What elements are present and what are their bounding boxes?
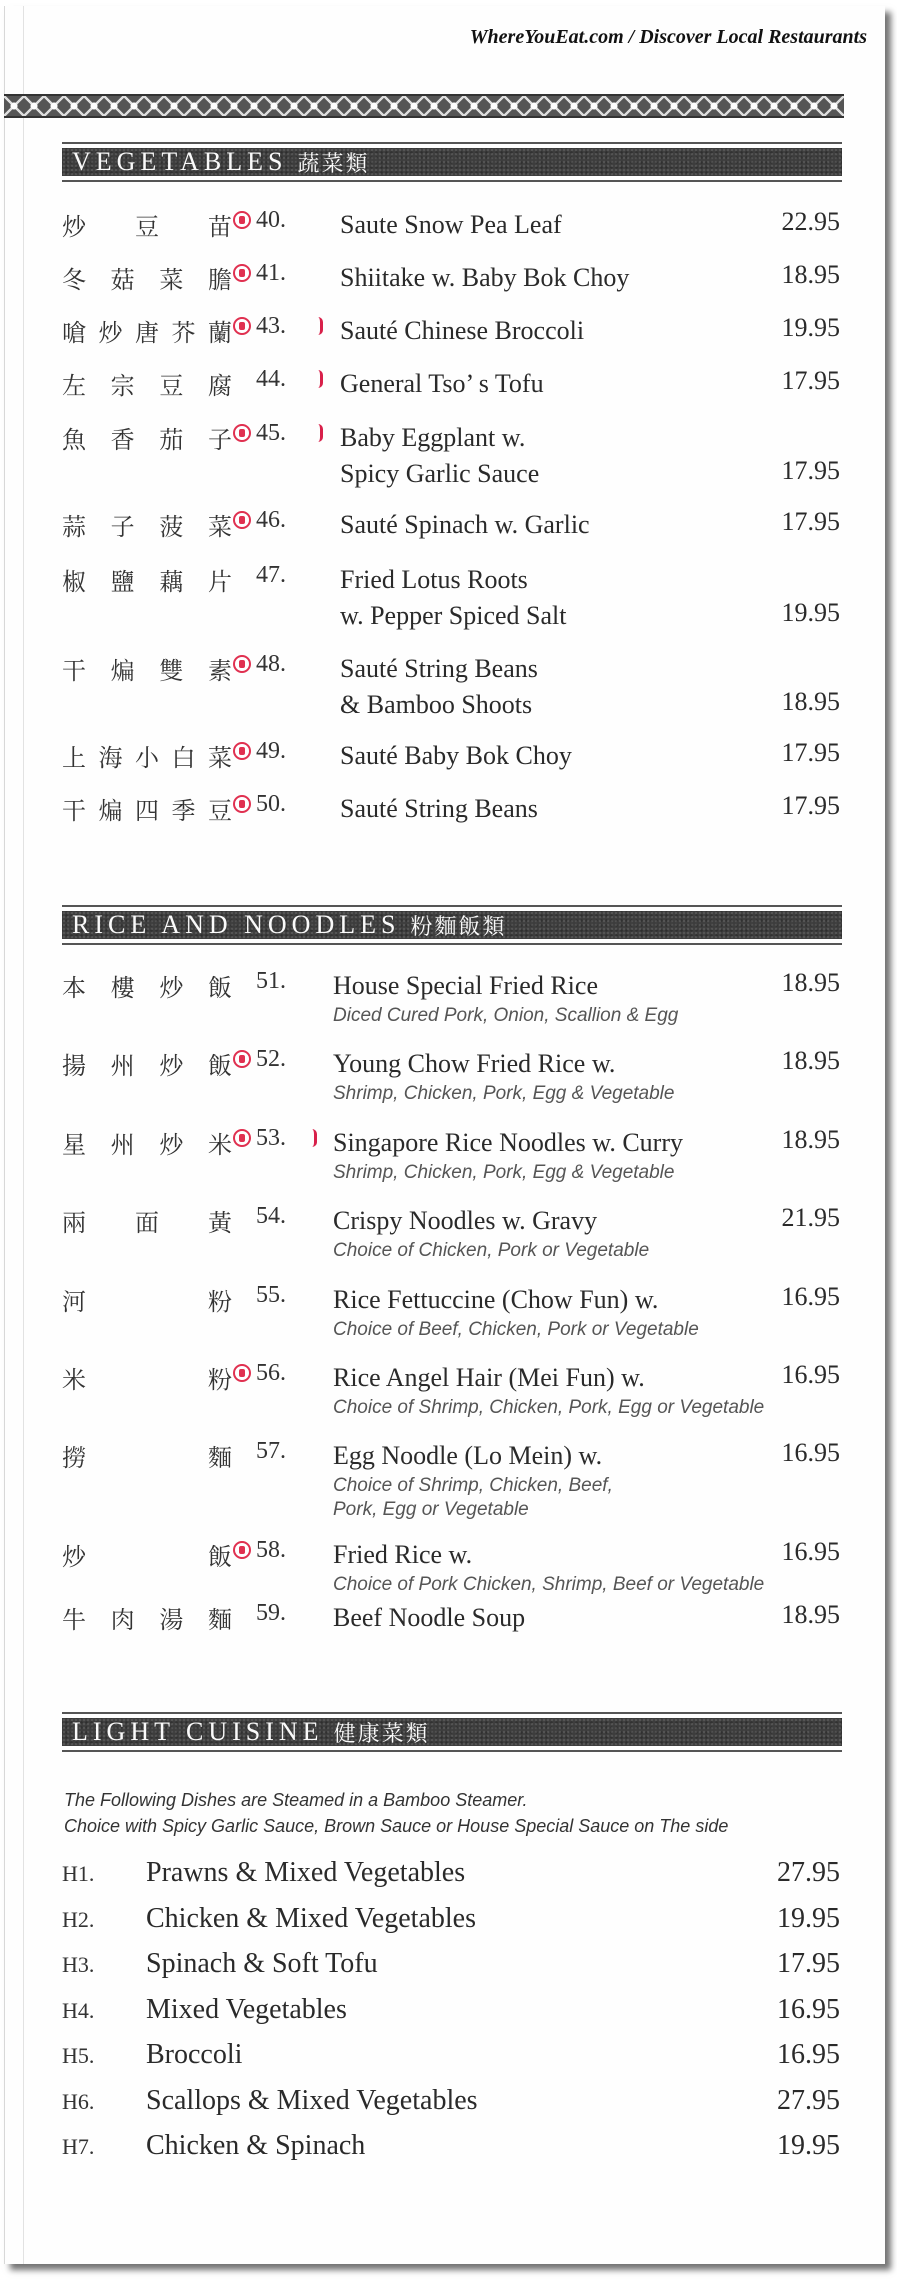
- header-bar: [62, 911, 842, 939]
- cn-char: 牛: [62, 1606, 86, 1634]
- cn-char: 炒: [62, 1543, 86, 1571]
- item-number: 49.: [256, 738, 286, 764]
- spicy-pepper-icon: [318, 370, 323, 388]
- item-number: 57.: [256, 1438, 286, 1464]
- cn-char: 炒: [159, 1052, 184, 1080]
- item-price: 18.95: [781, 687, 840, 716]
- dish-name-line-1: Sauté Chinese Broccoli: [340, 316, 585, 345]
- dish-description: Shrimp, Chicken, Pork, Egg & Vegetable: [333, 1162, 675, 1183]
- cn-char: 炒: [159, 1131, 184, 1159]
- item-price: 19.95: [777, 2130, 840, 2161]
- cn-char: 片: [207, 568, 232, 596]
- item-price: 18.95: [781, 1046, 840, 1075]
- section-title-cn: 蔬菜類: [297, 151, 370, 177]
- item-price: 22.95: [781, 207, 840, 236]
- dish-name: [333, 1360, 764, 1420]
- dish-name-line-1: Sauté String Beans: [340, 654, 538, 683]
- cn-char: 麵: [207, 1606, 232, 1634]
- dish-name: Prawns & Mixed Vegetables: [146, 1857, 466, 1888]
- cn-char: 豆: [135, 213, 159, 241]
- cn-char: 菜: [207, 513, 232, 541]
- dish-name-line-1: Sauté Spinach w. Garlic: [340, 510, 590, 539]
- note-line-2: Choice with Spicy Garlic Sauce, Brown Sauce or House Special Sauce on The side: [64, 1816, 729, 1836]
- dish-description: Choice of Shrimp, Chicken, Beef,: [333, 1475, 613, 1496]
- dish-name-chinese: [62, 1360, 232, 1395]
- item-price: 19.95: [781, 598, 840, 627]
- item-price: 18.95: [781, 968, 840, 997]
- item-code: H7.: [62, 2134, 95, 2159]
- item-code: H4.: [62, 1998, 95, 2023]
- cn-char: 煸: [98, 797, 123, 825]
- dish-name: [340, 651, 538, 723]
- cn-char: 蒜: [62, 513, 86, 541]
- cn-char: 黃: [208, 1209, 232, 1237]
- cn-char: 唐: [135, 319, 159, 347]
- header-rule-bottom: [62, 180, 842, 182]
- item-price: 19.95: [781, 313, 840, 342]
- site-watermark: WhereYouEat.com / Discover Local Restaurants: [469, 26, 867, 48]
- dish-name-line-1: Rice Fettuccine (Chow Fun) w.: [333, 1285, 659, 1314]
- house-specialty-icon: [233, 317, 251, 335]
- section-title-cn: 粉麵飯類: [410, 914, 507, 940]
- header-rule-top: [62, 142, 842, 144]
- cn-char: 魚: [62, 426, 86, 454]
- cn-char: 煸: [110, 657, 135, 685]
- item-price: 17.95: [781, 738, 840, 767]
- house-specialty-icon: [233, 264, 251, 282]
- header-rule-top: [62, 905, 842, 907]
- spicy-pepper-icon: [312, 1129, 317, 1147]
- item-price: 16.95: [781, 1282, 840, 1311]
- cn-char: 芥: [171, 319, 196, 347]
- header-bar: [62, 1718, 842, 1746]
- section-title-cn: 健康菜類: [333, 1721, 430, 1747]
- section-title: VEGETABLES: [72, 147, 288, 176]
- item-price: 18.95: [781, 260, 840, 289]
- dish-name-line-2: Spicy Garlic Sauce: [340, 459, 540, 488]
- item-price: 16.95: [781, 1360, 840, 1389]
- cn-char: 菜: [159, 266, 184, 294]
- dish-name: [333, 1438, 613, 1522]
- item-number: 55.: [256, 1282, 286, 1308]
- cn-char: 麵: [208, 1444, 232, 1472]
- dish-name-chinese: [62, 651, 232, 686]
- cn-char: 子: [110, 513, 135, 541]
- item-number: 52.: [256, 1046, 286, 1072]
- dish-name: [340, 420, 539, 492]
- cn-char: 苗: [208, 213, 232, 241]
- dish-name-chinese: [62, 738, 232, 773]
- dish-name-chinese: [62, 507, 232, 542]
- dish-name: [340, 507, 590, 543]
- dish-name-chinese: [62, 1125, 232, 1160]
- dish-name-line-1: Beef Noodle Soup: [333, 1603, 526, 1632]
- cn-char: 州: [110, 1052, 135, 1080]
- dish-name: Spinach & Soft Tofu: [146, 1948, 378, 1979]
- dish-name-line-2: w. Pepper Spiced Salt: [340, 601, 567, 630]
- dish-name-chinese: [62, 420, 232, 455]
- dish-name-chinese: [62, 1600, 232, 1635]
- cn-char: 宗: [110, 372, 135, 400]
- dish-name: [333, 1203, 649, 1263]
- cn-char: 星: [62, 1131, 86, 1159]
- dish-name-chinese: [62, 1046, 232, 1081]
- cn-char: 飯: [207, 974, 232, 1002]
- dish-name-line-1: Sauté Baby Bok Choy: [340, 741, 572, 770]
- cn-char: 飯: [207, 1052, 232, 1080]
- note-line-1: The Following Dishes are Steamed in a Bamboo Steamer.: [64, 1790, 528, 1810]
- cn-char: 四: [135, 797, 159, 825]
- cn-char: 米: [207, 1131, 232, 1159]
- item-number: 58.: [256, 1537, 286, 1563]
- house-specialty-icon: [233, 655, 251, 673]
- dish-name-line-1: House Special Fried Rice: [333, 971, 598, 1000]
- dish-name: [340, 313, 584, 349]
- item-price: 16.95: [777, 2039, 840, 2070]
- cn-char: 鹽: [110, 568, 135, 596]
- item-code: H1.: [62, 1861, 95, 1886]
- item-price: 17.95: [781, 456, 840, 485]
- item-number: 47.: [256, 562, 286, 588]
- cn-char: 菠: [159, 513, 184, 541]
- dish-name-line-1: Saute Snow Pea Leaf: [340, 210, 562, 239]
- item-number: 44.: [256, 366, 286, 392]
- cn-char: 藕: [159, 568, 184, 596]
- item-price: 19.95: [777, 1903, 840, 1934]
- cn-char: 炒: [62, 213, 86, 241]
- item-code: H2.: [62, 1907, 95, 1932]
- dish-name-chinese: [62, 207, 232, 242]
- cn-char: 干: [62, 797, 86, 825]
- dish-name-line-1: Baby Eggplant w.: [340, 423, 526, 452]
- cn-char: 炒: [159, 974, 184, 1002]
- cn-char: 湯: [159, 1606, 184, 1634]
- dish-name: [340, 260, 629, 296]
- cn-char: 菇: [110, 266, 135, 294]
- item-price: 27.95: [777, 1857, 840, 1888]
- item-code: H5.: [62, 2043, 95, 2068]
- cn-char: 上: [62, 744, 86, 772]
- dish-name-chinese: [62, 1438, 232, 1473]
- dish-name: [340, 207, 562, 243]
- dish-name-chinese: [62, 260, 232, 295]
- cn-char: 粉: [208, 1288, 232, 1316]
- dish-name: [340, 562, 567, 634]
- house-specialty-icon: [233, 795, 251, 813]
- cn-char: 雙: [159, 657, 184, 685]
- dish-name: Mixed Vegetables: [146, 1994, 347, 2025]
- cn-char: 州: [110, 1131, 135, 1159]
- dish-name: Scallops & Mixed Vegetables: [146, 2085, 478, 2116]
- house-specialty-icon: [233, 424, 251, 442]
- dish-name-line-2: & Bamboo Shoots: [340, 690, 533, 719]
- cn-char: 白: [171, 744, 196, 772]
- item-price: 17.95: [781, 507, 840, 536]
- dish-name-line-1: Fried Rice w.: [333, 1540, 473, 1569]
- dish-name: [333, 1600, 525, 1636]
- section-header-rice-noodles: [62, 905, 842, 945]
- cn-char: 兩: [62, 1209, 86, 1237]
- dish-name: [340, 738, 572, 774]
- cn-char: 本: [62, 974, 86, 1002]
- section-title: LIGHT CUISINE: [72, 1717, 324, 1746]
- dish-name-line-1: Young Chow Fried Rice w.: [333, 1049, 616, 1078]
- item-number: 43.: [256, 313, 286, 339]
- cn-char: 面: [135, 1209, 159, 1237]
- section-header-light-cuisine: [62, 1712, 842, 1752]
- cn-char: 菜: [208, 744, 232, 772]
- dish-description: Choice of Pork Chicken, Shrimp, Beef or Vegetable: [333, 1574, 765, 1595]
- item-price: 18.95: [781, 1125, 840, 1154]
- item-number: 54.: [256, 1203, 286, 1229]
- dish-description: Shrimp, Chicken, Pork, Egg & Vegetable: [333, 1083, 675, 1104]
- cn-char: 嗆: [62, 319, 86, 347]
- dish-name: Chicken & Spinach: [146, 2130, 366, 2161]
- item-code: H3.: [62, 1952, 95, 1977]
- item-number: 51.: [256, 968, 286, 994]
- item-price: 21.95: [781, 1203, 840, 1232]
- dish-name-chinese: [62, 313, 232, 348]
- house-specialty-icon: [233, 1050, 251, 1068]
- item-number: 59.: [256, 1600, 286, 1626]
- dish-name-chinese: [62, 366, 232, 401]
- dish-description: Choice of Shrimp, Chicken, Pork, Egg or Vegetable: [333, 1397, 765, 1418]
- cn-char: 炒: [98, 319, 123, 347]
- cn-char: 飯: [208, 1543, 232, 1571]
- spicy-pepper-icon: [318, 424, 323, 442]
- cn-char: 豆: [208, 797, 232, 825]
- cn-char: 素: [207, 657, 232, 685]
- cn-char: 茄: [159, 426, 184, 454]
- dish-name: [333, 968, 678, 1028]
- item-price: 16.95: [777, 1994, 840, 2025]
- item-number: 46.: [256, 507, 286, 533]
- cn-char: 小: [135, 744, 159, 772]
- item-price: 16.95: [781, 1537, 840, 1566]
- cn-char: 撈: [62, 1444, 86, 1472]
- cn-char: 樓: [110, 974, 135, 1002]
- cn-char: 季: [171, 797, 196, 825]
- spicy-pepper-icon: [318, 317, 323, 335]
- dish-name-line-1: Rice Angel Hair (Mei Fun) w.: [333, 1363, 645, 1392]
- dish-description: Choice of Chicken, Pork or Vegetable: [333, 1240, 650, 1261]
- dish-name: [340, 366, 544, 402]
- item-price: 17.95: [777, 1948, 840, 1979]
- light-cuisine-note: [64, 1787, 728, 1839]
- section-header-vegetables: [62, 142, 842, 182]
- item-number: 41.: [256, 260, 286, 286]
- dish-name-chinese: [62, 1203, 232, 1238]
- dish-name: [333, 1282, 699, 1342]
- page-margin-line: [23, 6, 24, 2264]
- item-price: 17.95: [781, 366, 840, 395]
- cn-char: 河: [62, 1288, 86, 1316]
- house-specialty-icon: [233, 1129, 251, 1147]
- item-number: 50.: [256, 791, 286, 817]
- header-bar: [62, 148, 842, 176]
- cn-char: 左: [62, 372, 86, 400]
- cn-char: 揚: [62, 1052, 86, 1080]
- item-price: 17.95: [781, 791, 840, 820]
- item-number: 53.: [256, 1125, 286, 1151]
- dish-name: [333, 1537, 764, 1597]
- dish-name-chinese: [62, 562, 232, 597]
- dish-name-line-1: General Tso’ s Tofu: [340, 369, 544, 398]
- dish-name-line-1: Singapore Rice Noodles w. Curry: [333, 1128, 683, 1157]
- dish-name-line-1: Egg Noodle (Lo Mein) w.: [333, 1441, 603, 1470]
- cn-char: 肉: [110, 1606, 135, 1634]
- cn-char: 干: [62, 657, 86, 685]
- item-number: 48.: [256, 651, 286, 677]
- dish-name-chinese: [62, 968, 232, 1003]
- item-number: 56.: [256, 1360, 286, 1386]
- dish-description: Choice of Beef, Chicken, Pork or Vegetable: [333, 1319, 699, 1340]
- item-number: 40.: [256, 207, 286, 233]
- dish-name-line-1: Crispy Noodles w. Gravy: [333, 1206, 598, 1235]
- house-specialty-icon: [233, 211, 251, 229]
- cn-char: 海: [98, 744, 123, 772]
- cn-char: 香: [110, 426, 135, 454]
- cn-char: 冬: [62, 266, 86, 294]
- dish-name-line-1: Shiitake w. Baby Bok Choy: [340, 263, 630, 292]
- header-rule-bottom: [62, 943, 842, 945]
- item-price: 27.95: [777, 2085, 840, 2116]
- cn-char: 粉: [208, 1366, 232, 1394]
- decorative-border-band: [4, 94, 844, 118]
- item-number: 45.: [256, 420, 286, 446]
- dish-description: Diced Cured Pork, Onion, Scallion & Egg: [333, 1005, 679, 1026]
- dish-description-line-2: Pork, Egg or Vegetable: [333, 1499, 529, 1520]
- dish-name: Broccoli: [146, 2039, 243, 2070]
- item-price: 16.95: [781, 1438, 840, 1467]
- dish-name: [333, 1125, 683, 1185]
- dish-name: [340, 791, 538, 827]
- cn-char: 膽: [207, 266, 232, 294]
- item-price: 18.95: [781, 1600, 840, 1629]
- dish-name: Chicken & Mixed Vegetables: [146, 1903, 476, 1934]
- dish-name: [333, 1046, 674, 1106]
- dish-name-line-1: Sauté String Beans: [340, 794, 538, 823]
- section-title: RICE AND NOODLES: [72, 910, 401, 939]
- dish-name-chinese: [62, 791, 232, 826]
- cn-char: 腐: [207, 372, 232, 400]
- house-specialty-icon: [233, 511, 251, 529]
- cn-char: 豆: [159, 372, 184, 400]
- cn-char: 蘭: [208, 319, 232, 347]
- cn-char: 椒: [62, 568, 86, 596]
- dish-name-chinese: [62, 1282, 232, 1317]
- house-specialty-icon: [233, 1541, 251, 1559]
- dish-name-line-1: Fried Lotus Roots: [340, 565, 528, 594]
- house-specialty-icon: [233, 1364, 251, 1382]
- header-rule-top: [62, 1712, 842, 1714]
- dish-name-chinese: [62, 1537, 232, 1572]
- cn-char: 米: [62, 1366, 86, 1394]
- house-specialty-icon: [233, 742, 251, 760]
- item-code: H6.: [62, 2089, 95, 2114]
- cn-char: 子: [207, 426, 232, 454]
- header-rule-bottom: [62, 1750, 842, 1752]
